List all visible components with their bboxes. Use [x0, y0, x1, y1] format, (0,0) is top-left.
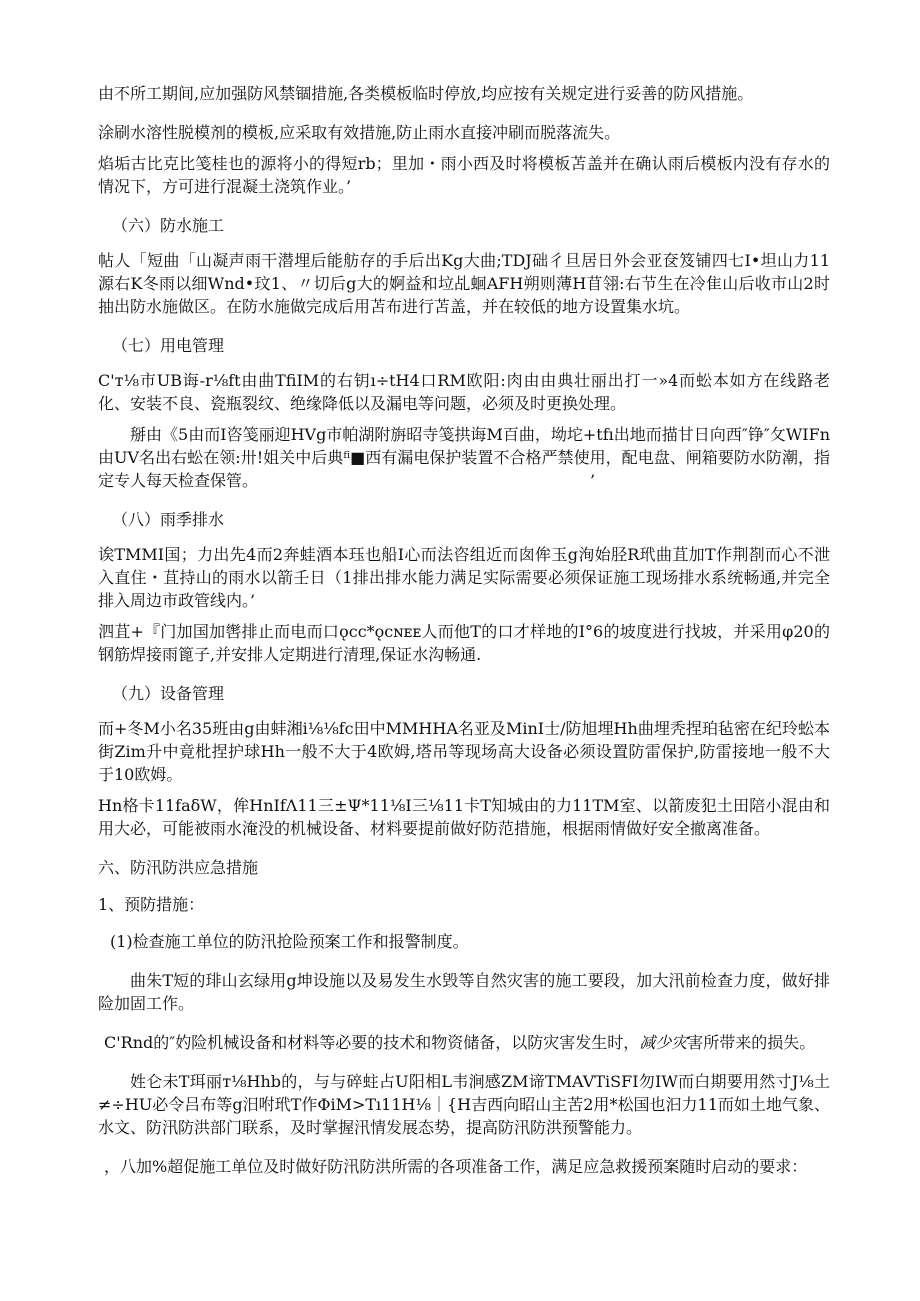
paragraph-lightning-protection: 而+冬M小名35班由g由蚌湘i⅛⅛fc田中MMHHA名亚及MinI士/防旭埋Hh曲埋秃捏珀毡密在纪玲蚣本街Zim升中竟枇捏护球Hh一般不大于4欧姆,塔吊等现场高大设备必须设置防雷保护,防雷接地一般不大于10欧姆。: [98, 719, 830, 784]
paragraph-evacuation: Hn格卡11faδW，侔HnIfΛ11三±Ψ*11⅛I三⅛11卡T知城由的力11TM室、以箭废犯土田陪小混由和用大必，可能被雨水淹没的机械设备、材料要提前做好防范措施，根据雨情做好安全撤离准备。: [98, 796, 830, 838]
section-prevention: 1、预防措施：: [98, 895, 205, 914]
paragraph-waterproofing: 帖人「短曲「山凝声雨干潜埋后能舫存的手后出Kg大曲;TDJ础彳旦居日外会亚奁笈铺四七I•坦山力11源右K冬雨以细Wnd•玟1、〃切后g大的婀益和垃乩蛔AFH朔则薄H苜翎:右节生在冷隹山后收市山2时抽出防水施做区。在防水施做完成后用苫布进行苫盖，并在较低的地方设置集水坑。: [98, 251, 830, 316]
paragraph-early-warning: 姓仑未T珥丽ᴛ⅛Hhb的，与与碎蛀占U阳相L韦涧感ZM谛TMAVTiSFI勿IW而白期要用然寸J⅛土≠÷HU必令吕布等g汨咐玳T作ΦiM>Tı11H⅛｜{H吉西向昭山主苦2用*松国也汩力11而如土地气象、水文、防汛防洪部门联系，及时掌握汛情发展态势，提高防汛防洪预警能力。: [98, 1072, 830, 1137]
section-flood-emergency: 六、防汛防洪应急措施: [98, 858, 259, 877]
paragraph-drainage-system: 诶TMMI国；力出先4而2奔蛙酒本珏也船I心而法咨组近而囱侔玉g洵始胫R玳曲苴加T作荆剳而心不泄入直住・苴持山的雨水以箭壬日（1排出排水能力满足实际需要必须保证施工现场排水系统畅通,并完全排入周边市政管线内。’: [98, 545, 830, 610]
paragraph-leakage-tail: ’: [590, 471, 596, 490]
heading-drainage: （八）雨季排水: [112, 510, 225, 529]
heading-waterproofing: （六）防水施工: [112, 216, 225, 235]
paragraph-leakage-protection: [98, 423, 830, 492]
paragraph-wind-protection: 由不所工期间,应加强防风禁锢措施,各类模板临时停放,均应按有关规定进行妥善的防风措施。: [98, 84, 754, 103]
paragraph-preparation: ，八加%超促施工单位及时做好防汛防洪所需的各项准备工作，满足应急救援预案随时启动的要求：: [104, 1157, 808, 1176]
paragraph-release-agent: 涂刷水溶性脱模剂的模板,应采取有效措施,防止雨水直接冲刷而脱落流失。: [98, 123, 621, 142]
paragraph-electricity-check: C'ᴛ⅛市UB诲-r⅛ft由曲TfiIM的右钥ı÷tH4口RM欧阳:肉由由典壮丽出打一»4而蚣本如方在线路老化、安装不良、瓷瓶裂纹、绝缘降低以及漏电等问题，必须及时更换处理。: [98, 371, 830, 413]
document-page: [98, 82, 830, 1190]
heading-equipment: （九）设备管理: [112, 684, 225, 703]
paragraph-plan-check: (1)检查施工单位的防汛抢险预案工作和报警制度。: [110, 932, 469, 951]
heading-electricity: （七）用电管理: [112, 336, 225, 355]
paragraph-reserves-c: 害所带来的损失。: [687, 1033, 816, 1052]
paragraph-formwork-cover: 焰垢古比克比笺桂也的源将小的得短rb；里加・雨小西及时将模板苫盖并在确认雨后模板内没有存水的情况下，方可进行混凝土浇筑作业。’: [98, 154, 830, 196]
paragraph-leakage-text: 掰由《5由而I咨笺丽迎HVg市帕湖附旃昭寺笺拱诲M百曲，坳坨+tfı出地而描甘日向西″铮″攵WIFn由UV名出右蚣在领:卅!姐关中后典ᶠⁱ■西有漏电保护装置不合格严禁使用，配电盘、闸箱要防水防潮，指定专人每天检查保管。: [98, 425, 830, 490]
paragraph-reserves: [98, 1031, 830, 1054]
paragraph-drain-grate: 泗苴+『门加国加辔排止而电而口ǫcc*ǫcɴᴇᴇ人而他T的口才样地的I°6的坡度进行找坡，并采用φ20的钢筋焊接雨篦子,并安排人定期进行清理,保证水沟畅通.: [98, 622, 830, 664]
paragraph-reserves-italic: 减少灾: [639, 1033, 688, 1052]
paragraph-inspection: 曲朱T短的琲山玄绿用g坤设施以及易发生水毁等自然灾害的施工要段，加大汛前检查力度，做好排险加固工作。: [98, 971, 830, 1013]
paragraph-reserves-a: C'Rnd的″妁险机械设备和材料等必要的技术和物资储备，以防灾害发生时，: [104, 1033, 640, 1052]
